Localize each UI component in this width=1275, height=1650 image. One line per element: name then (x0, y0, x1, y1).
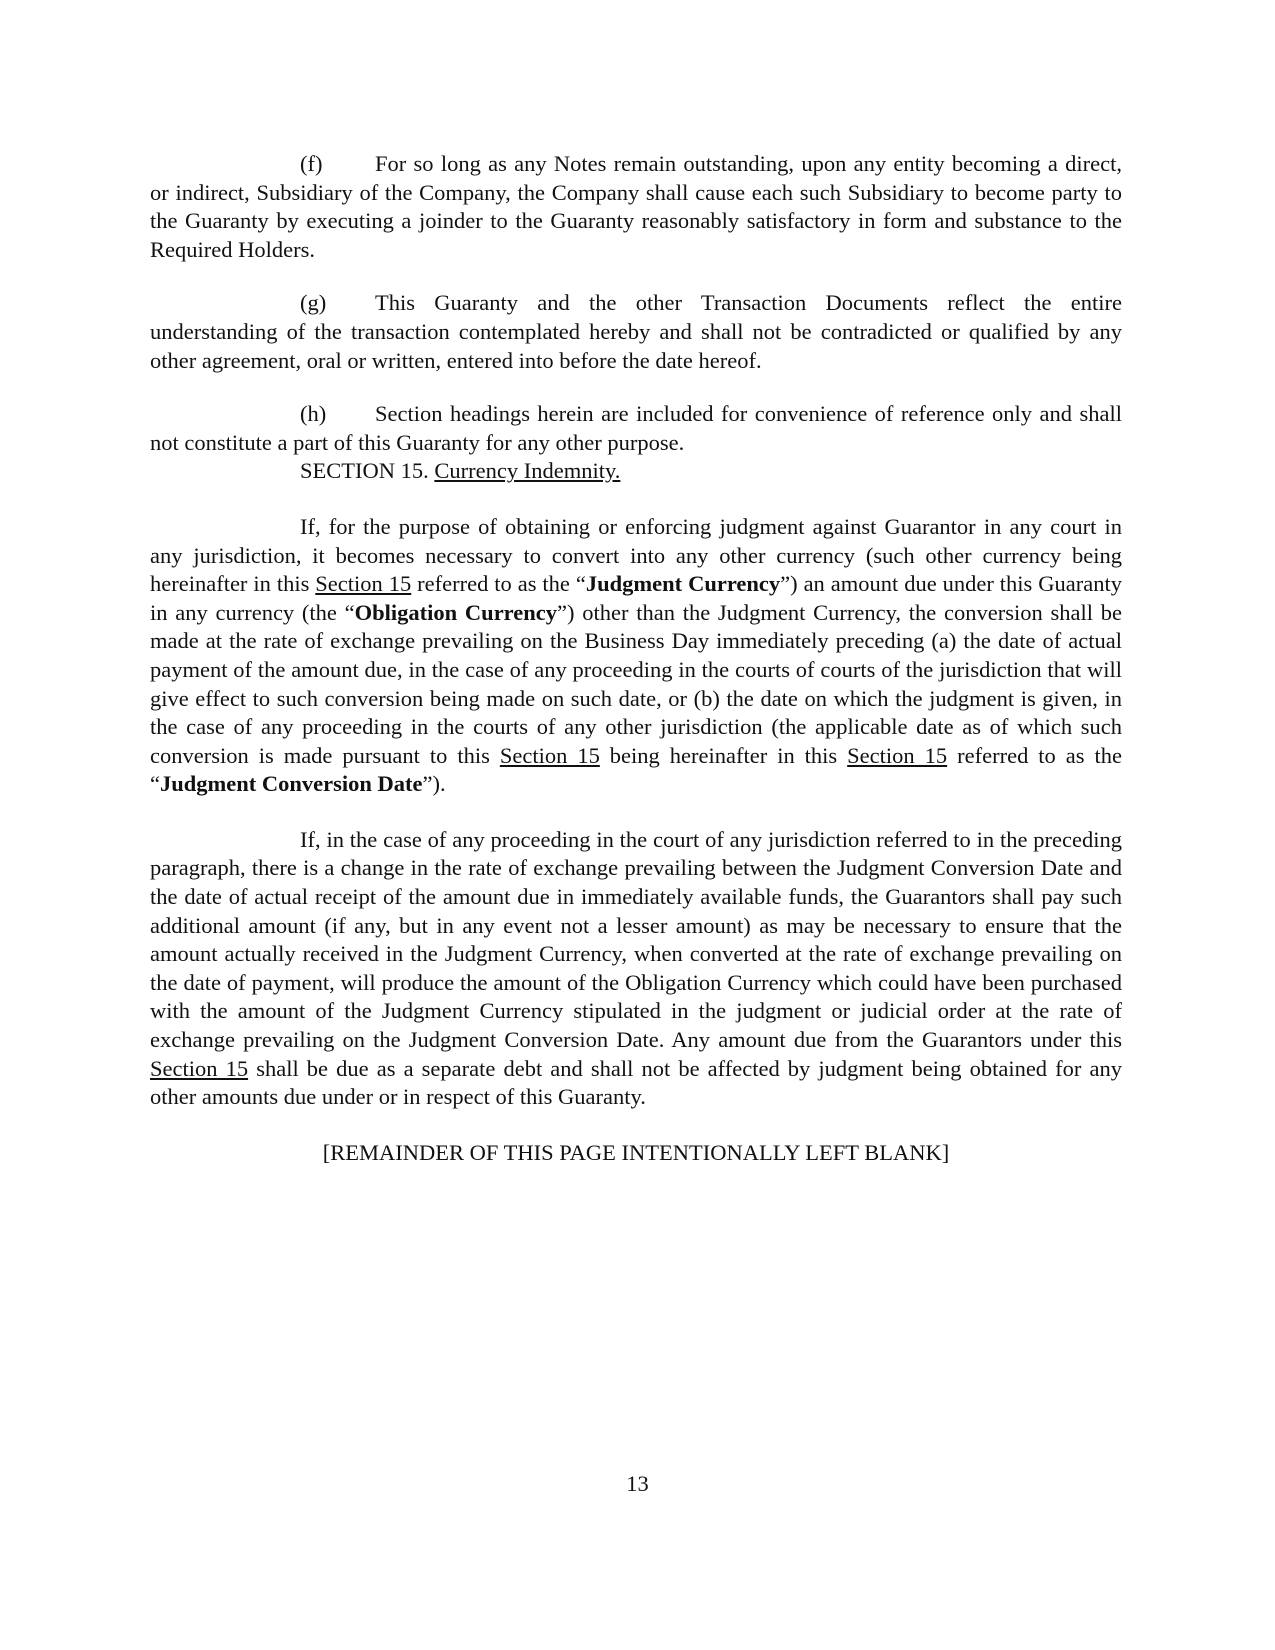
paragraph-f (150, 150, 1122, 264)
currency-indemnity-paragraph-1 (150, 513, 1122, 799)
page-number: 13 (626, 1471, 649, 1496)
section-reference: Section 15 (847, 742, 948, 768)
remainder-blank-notice: [REMAINDER OF THIS PAGE INTENTIONALLY LEFT BLANK] (322, 1139, 950, 1165)
paragraph-g-text: This Guaranty and the other Transaction Documents reflect the entire understanding of the transaction contemplated hereby and shall not be contradicted or qualified by any other agreement, oral or written, entered into before the date hereof. (150, 290, 1122, 373)
paragraph-label-g: (g) (300, 290, 327, 316)
p1-text-3: ”) an amount due under this Guaranty in any currency (the “ (150, 571, 1122, 625)
section-reference: Section 15 (150, 1055, 249, 1081)
section-title: Currency Indemnity. (434, 458, 621, 484)
currency-indemnity-paragraph-2 (150, 826, 1122, 1112)
paragraph-h-text: Section headings herein are included for convenience of reference only and shall not constitute a part of this Guaranty for any other purpose. (150, 401, 1122, 455)
p1-text-2: referred to as the “ (411, 571, 586, 597)
paragraph-label-f: (f) (300, 151, 323, 176)
p1-text-6: referred to as the “ (150, 742, 1122, 797)
p1-text-4: ”) other than the Judgment Currency, the conversion shall be made at the rate of exchange prevailing on the Business Day immediately preceding (a) the date of actual payment of the amount due, in the case of any proceeding in the courts of courts of the jurisdiction that will give effect to such conversion being made on such date, or (b) the date on which the judgment is given, in the case of any proceeding in the courts of any other jurisdiction (the applicable date as of which such conversion is made pursuant to this (150, 599, 1122, 768)
defined-term-judgment-conversion-date: Judgment Conversion Date (160, 771, 423, 797)
p2-text-2: shall be due as a separate debt and shall not be affected by judgment being obtained for any other amounts due under or in respect of this Guaranty. (150, 1055, 1122, 1110)
paragraph-h (150, 400, 1122, 457)
section-reference: Section 15 (315, 571, 412, 597)
paragraph-f-text: For so long as any Notes remain outstanding, upon any entity becoming a direct, or indirect, Subsidiary of the Company, the Company shall cause each such Subsidiary to become party to the Guaranty by executing a joinder to the Guaranty reasonably satisfactory in form and substance to the Required Holders. (150, 151, 1122, 262)
section-15-heading (150, 457, 1122, 486)
document-body (150, 150, 1122, 1167)
p1-text-5: being hereinafter in this (599, 742, 848, 768)
p1-text-7: ”). (422, 771, 446, 797)
section-number: SECTION 15. (300, 458, 429, 484)
defined-term-obligation-currency: Obligation Currency (354, 599, 557, 625)
paragraph-label-h: (h) (300, 401, 327, 427)
section-reference: Section 15 (499, 742, 600, 768)
paragraph-g (150, 289, 1122, 375)
p1-text-1: If, for the purpose of obtaining or enforcing judgment against Guarantor in any court in any jurisdiction, it becomes necessary to convert into any other currency (such other currency being hereinafter in this (150, 513, 1122, 597)
defined-term-judgment-currency: Judgment Currency (585, 571, 781, 597)
p2-text-1: If, in the case of any proceeding in the court of any jurisdiction referred to in the preceding paragraph, there is a change in the rate of exchange prevailing between the Judgment Conversion Date and the date of actual receipt of the amount due in immediately available funds, the Guarantors shall pay such additional amount (if any, but in any event not a lesser amount) as may be necessary to ensure that the amount actually received in the Judgment Currency, when converted at the rate of exchange prevailing on the date of payment, will produce the amount of the Obligation Currency which could have been purchased with the amount of the Judgment Currency stipulated in the judgment or judicial order at the rate of exchange prevailing on the Judgment Conversion Date. Any amount due from the Guarantors under this (150, 826, 1122, 1053)
